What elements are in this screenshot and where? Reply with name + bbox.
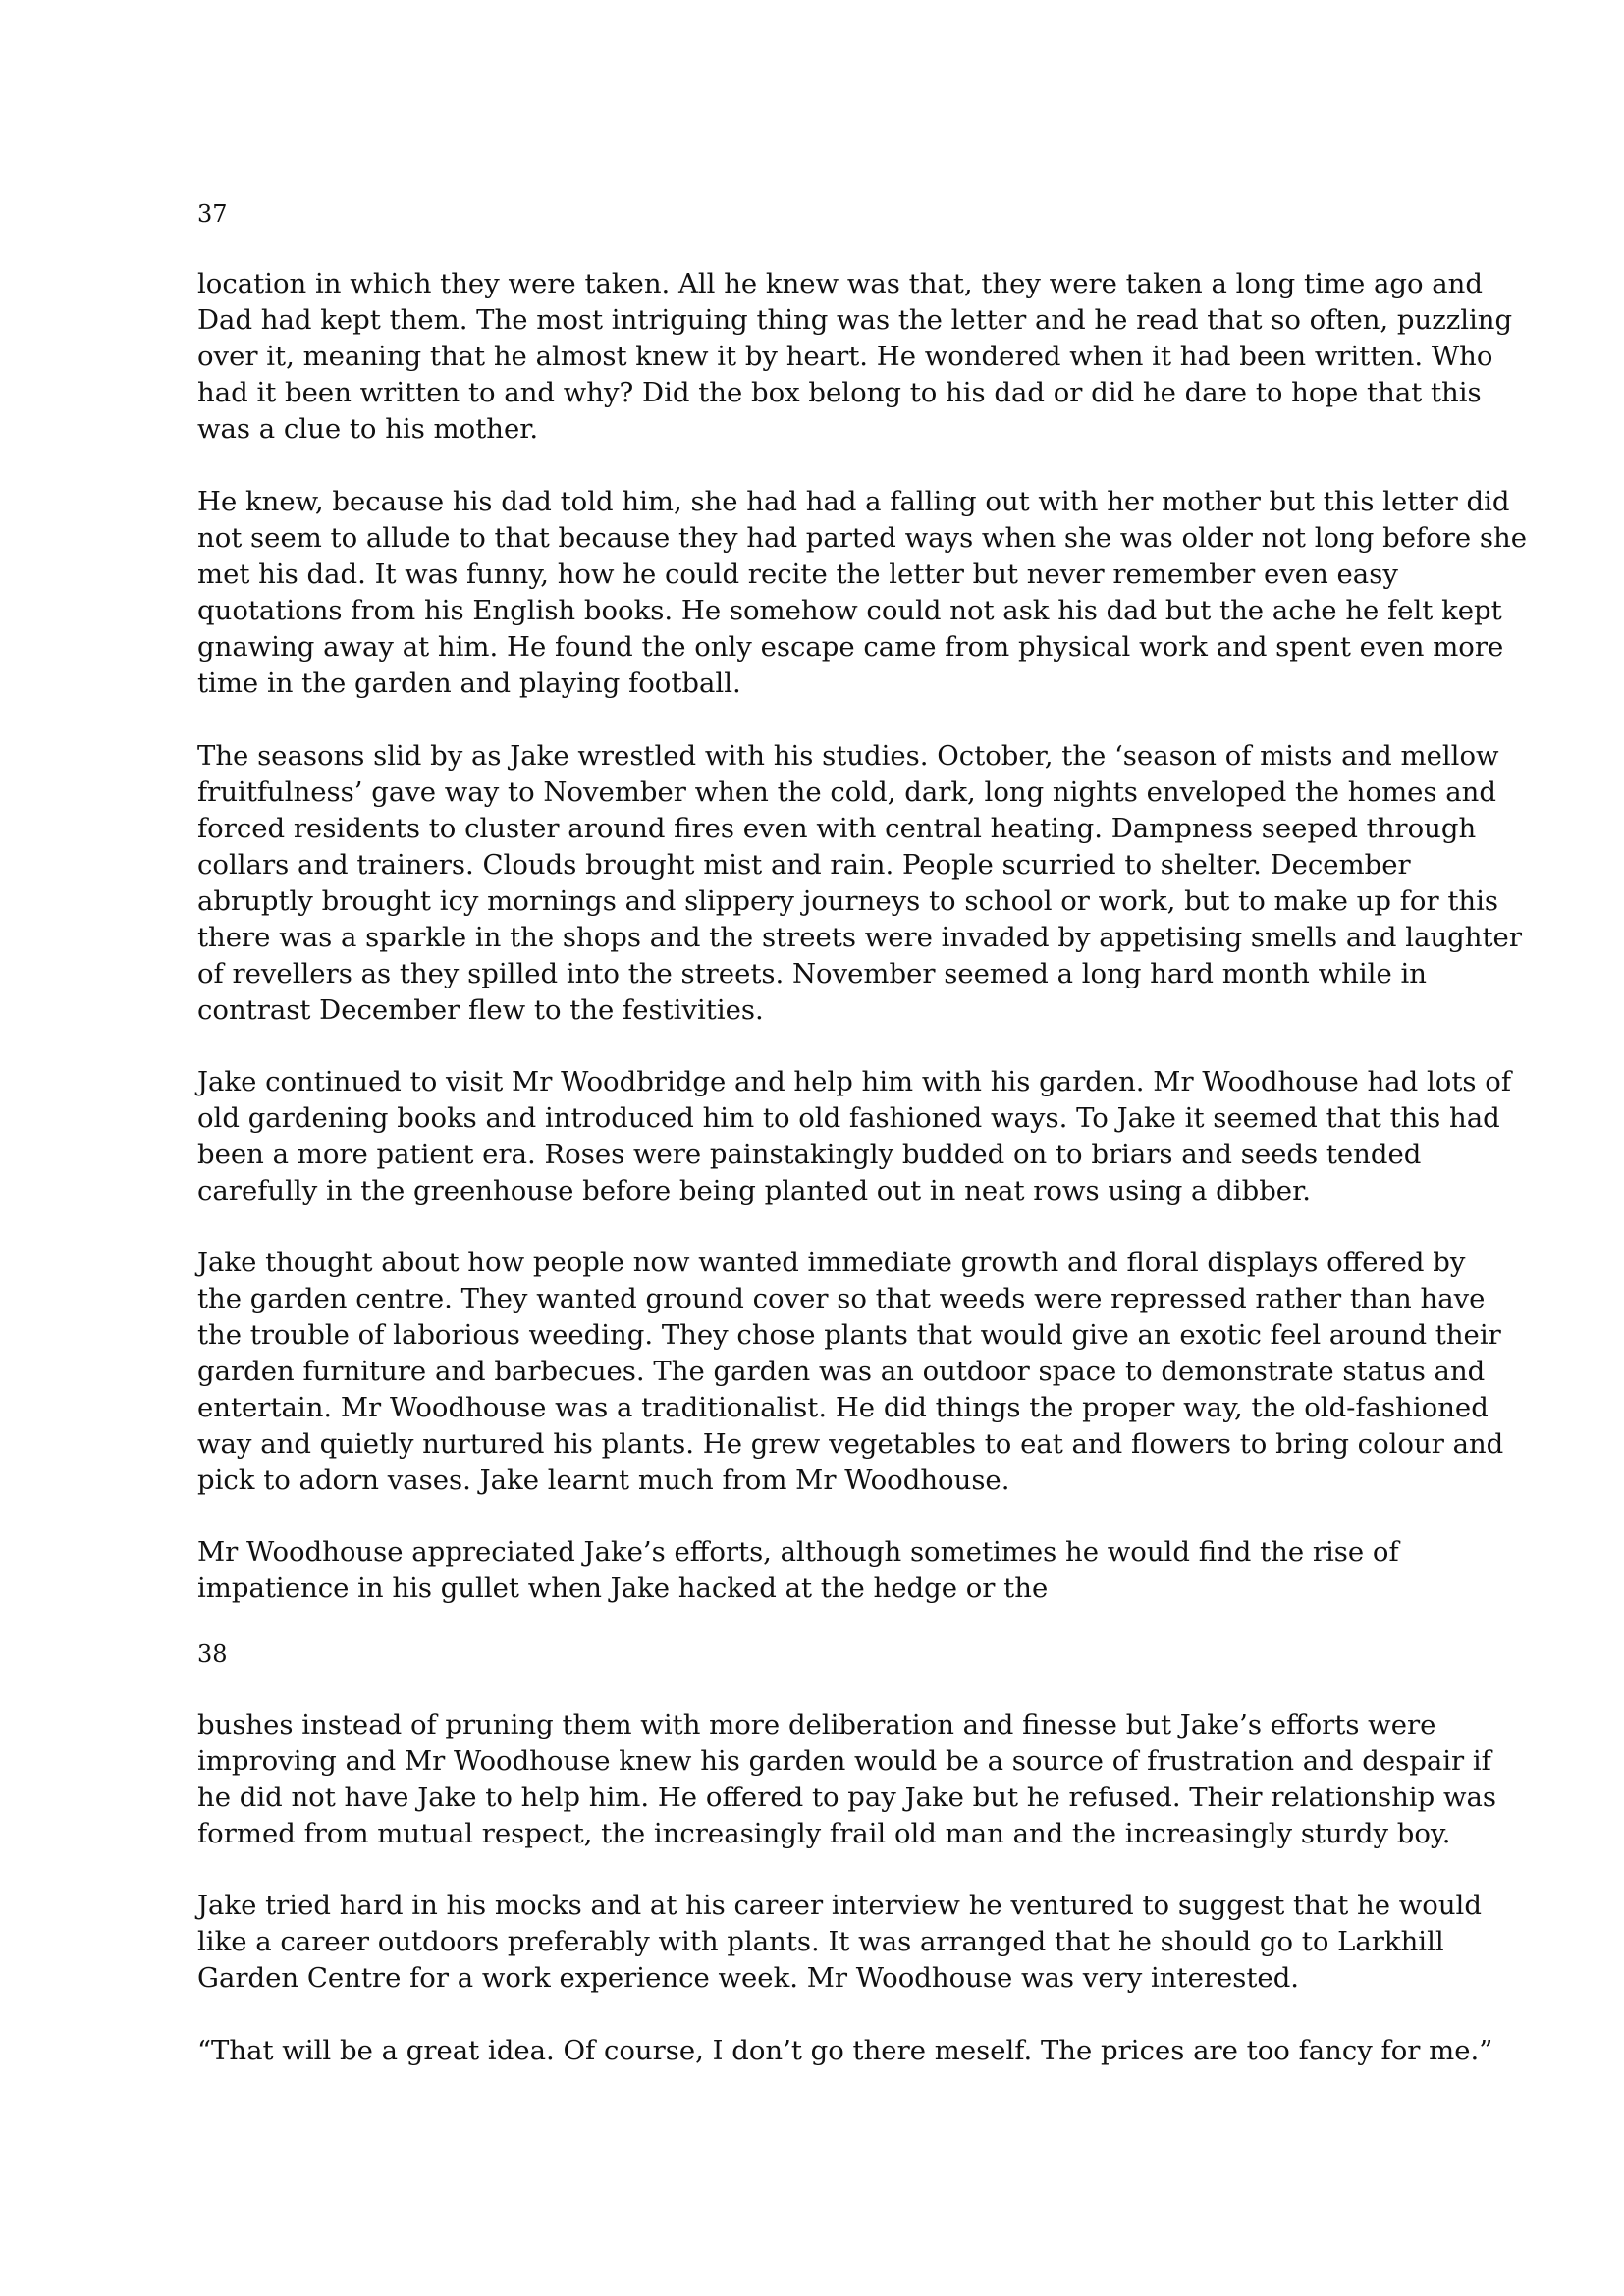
text-line: gnawing away at him. He found the only escape came from physical work and spent even more — [197, 631, 1504, 663]
text-line: over it, meaning that he almost knew it by heart. He wondered when it had been written. Who — [197, 341, 1493, 372]
text-line: had it been written to and why? Did the box belong to his dad or did he dare to hope that this — [197, 377, 1482, 408]
text-line: carefully in the greenhouse before being planted out in neat rows using a dibber. — [197, 1175, 1311, 1206]
text-line: like a career outdoors preferably with plants. It was arranged that he should go to Larkhill — [197, 1926, 1444, 1957]
text-line: the trouble of laborious weeding. They chose plants that would give an exotic feel around their — [197, 1319, 1501, 1351]
paragraph — [197, 738, 1522, 1029]
text-line: was a clue to his mother. — [197, 413, 539, 445]
text-line: abruptly brought icy mornings and slippery journeys to school or work, but to make up for this — [197, 885, 1499, 917]
text-line: Jake continued to visit Mr Woodbridge and help him with his garden. Mr Woodhouse had lots of — [197, 1066, 1511, 1097]
text-line: time in the garden and playing football. — [197, 667, 741, 699]
text-line: Garden Centre for a work experience week. Mr Woodhouse was very interested. — [197, 1962, 1300, 1994]
text-line: collars and trainers. Clouds brought mist and rain. People scurried to shelter. December — [197, 849, 1411, 881]
text-line: entertain. Mr Woodhouse was a traditionalist. He did things the proper way, the old-fashioned — [197, 1392, 1489, 1423]
text-line: quotations from his English books. He somehow could not ask his dad but the ache he felt kept — [197, 595, 1502, 626]
text-line: formed from mutual respect, the increasingly frail old man and the increasingly sturdy boy. — [197, 1818, 1451, 1849]
text-line: been a more patient era. Roses were painstakingly budded on to briars and seeds tended — [197, 1139, 1422, 1170]
text-line: Dad had kept them. The most intriguing thing was the letter and he read that so often, puzzling — [197, 304, 1513, 336]
text-line: contrast December flew to the festivities. — [197, 994, 764, 1026]
text-line: Jake thought about how people now wanted immediate growth and floral displays offered by — [197, 1247, 1466, 1278]
paragraph — [197, 484, 1527, 702]
text-line: garden furniture and barbecues. The garden was an outdoor space to demonstrate status and — [197, 1356, 1486, 1387]
text-line: location in which they were taken. All he knew was that, they were taken a long time ago and — [197, 268, 1483, 299]
text-line: there was a sparkle in the shops and the streets were invaded by appetising smells and laughter — [197, 922, 1522, 953]
text-line: forced residents to cluster around fires even with central heating. Dampness seeped through — [197, 813, 1477, 844]
text-line: improving and Mr Woodhouse knew his garden would be a source of frustration and despair if — [197, 1745, 1491, 1777]
paragraph — [197, 2033, 1493, 2069]
paragraph — [197, 266, 1513, 448]
text-line: old gardening books and introduced him to old fashioned ways. To Jake it seemed that this had — [197, 1102, 1500, 1134]
text-line: fruitfulness’ gave way to November when the cold, dark, long nights enveloped the homes and — [197, 776, 1496, 808]
text-line: He knew, because his dad told him, she had had a falling out with her mother but this letter did — [197, 486, 1510, 517]
text-line: way and quietly nurtured his plants. He grew vegetables to eat and flowers to bring colour and — [197, 1428, 1504, 1460]
text-line: not seem to allude to that because they had parted ways when she was older not long before she — [197, 522, 1527, 554]
paragraph — [197, 1064, 1511, 1209]
text-line: The seasons slid by as Jake wrestled with his studies. October, the ‘season of mists and mellow — [197, 740, 1499, 772]
text-line: Jake tried hard in his mocks and at his career interview he ventured to suggest that he would — [197, 1890, 1482, 1921]
text-line: pick to adorn vases. Jake learnt much from Mr Woodhouse. — [197, 1465, 1010, 1496]
text-line: “That will be a great idea. Of course, I don’t go there meself. The prices are too fancy for me.” — [197, 2035, 1493, 2066]
text-line: Mr Woodhouse appreciated Jake’s efforts, although sometimes he would find the rise of — [197, 1536, 1399, 1568]
paragraph — [197, 1888, 1482, 1997]
paragraph — [197, 1245, 1504, 1499]
page-number: 38 — [197, 1640, 228, 1668]
text-line: bushes instead of pruning them with more deliberation and finesse but Jake’s efforts were — [197, 1709, 1436, 1740]
text-line: he did not have Jake to help him. He offered to pay Jake but he refused. Their relationship was — [197, 1782, 1497, 1813]
paragraph — [197, 1534, 1435, 1607]
paragraph — [197, 1707, 1497, 1852]
page-number: 37 — [197, 200, 228, 228]
text-line: the garden centre. They wanted ground cover so that weeds were repressed rather than have — [197, 1283, 1486, 1314]
text-line: impatience in his gullet when Jake hacked at the hedge or the — [197, 1573, 1049, 1604]
text-line: of revellers as they spilled into the streets. November seemed a long hard month while in — [197, 958, 1427, 989]
text-line: met his dad. It was funny, how he could recite the letter but never remember even easy — [197, 559, 1398, 590]
